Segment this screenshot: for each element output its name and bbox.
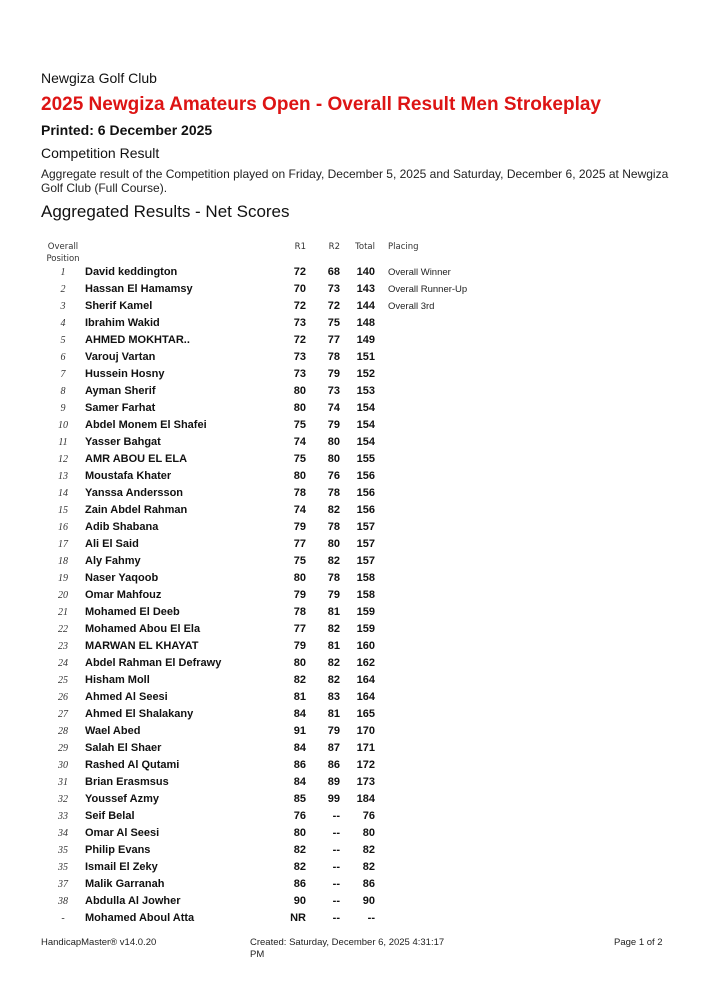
table-row — [0, 401, 707, 418]
player-name-cell: Ibrahim Wakid — [85, 317, 160, 329]
total-score-cell: 171 — [356, 742, 375, 754]
column-header-position: Overall Position — [46, 242, 80, 264]
position-cell: 14 — [58, 488, 68, 499]
player-name-cell: Seif Belal — [85, 810, 135, 822]
table-row — [0, 469, 707, 486]
position-cell: 20 — [58, 590, 68, 601]
total-score-cell: 82 — [362, 844, 375, 856]
position-cell: 37 — [58, 879, 68, 890]
r2-score-cell: -- — [332, 861, 340, 873]
r1-score-cell: 74 — [293, 504, 306, 516]
table-row — [0, 435, 707, 452]
r1-score-cell: 70 — [293, 283, 306, 295]
total-score-cell: 140 — [356, 266, 375, 278]
r1-score-cell: 72 — [293, 266, 306, 278]
r1-score-cell: 75 — [293, 419, 306, 431]
total-score-cell: 157 — [356, 538, 375, 550]
r1-score-cell: 75 — [293, 453, 306, 465]
r2-score-cell: 72 — [327, 300, 340, 312]
r1-score-cell: 78 — [293, 487, 306, 499]
player-name-cell: Aly Fahmy — [85, 555, 141, 567]
table-row — [0, 775, 707, 792]
r1-score-cell: 80 — [293, 827, 306, 839]
total-score-cell: 170 — [356, 725, 375, 737]
table-row — [0, 452, 707, 469]
player-name-cell: Adib Shabana — [85, 521, 159, 533]
player-name-cell: Abdel Monem El Shafei — [85, 419, 207, 431]
total-score-cell: 143 — [356, 283, 375, 295]
table-row — [0, 605, 707, 622]
table-row — [0, 622, 707, 639]
table-row — [0, 758, 707, 775]
r2-score-cell: 74 — [327, 402, 340, 414]
position-cell: 32 — [58, 794, 68, 805]
table-row — [0, 367, 707, 384]
results-table — [0, 265, 707, 928]
r2-score-cell: 78 — [327, 351, 340, 363]
player-name-cell: Philip Evans — [85, 844, 151, 856]
position-cell: 25 — [58, 675, 68, 686]
r1-score-cell: 79 — [293, 589, 306, 601]
r2-score-cell: -- — [332, 844, 340, 856]
player-name-cell: Yasser Bahgat — [85, 436, 161, 448]
position-cell: 31 — [58, 777, 68, 788]
r1-score-cell: 90 — [293, 895, 306, 907]
table-row — [0, 282, 707, 299]
position-cell: 6 — [60, 352, 66, 363]
r1-score-cell: 76 — [293, 810, 306, 822]
placing-cell: Overall 3rd — [388, 301, 435, 312]
player-name-cell: Hisham Moll — [85, 674, 150, 686]
player-name-cell: Yanssa Andersson — [85, 487, 184, 499]
r1-score-cell: 82 — [293, 844, 306, 856]
position-cell: 22 — [58, 624, 68, 635]
total-score-cell: 157 — [356, 521, 375, 533]
position-cell: 10 — [58, 420, 68, 431]
r2-score-cell: 68 — [327, 266, 340, 278]
r1-score-cell: 79 — [293, 521, 306, 533]
r1-score-cell: 74 — [293, 436, 306, 448]
total-score-cell: 154 — [356, 436, 375, 448]
r2-score-cell: 79 — [327, 589, 340, 601]
player-name-cell: Omar Mahfouz — [85, 589, 162, 601]
position-cell: 21 — [58, 607, 68, 618]
player-name-cell: Ayman Sherif — [85, 385, 156, 397]
table-row — [0, 707, 707, 724]
player-name-cell: Samer Farhat — [85, 402, 156, 414]
r2-score-cell: 81 — [327, 606, 340, 618]
player-name-cell: Malik Garranah — [85, 878, 165, 890]
total-score-cell: 160 — [356, 640, 375, 652]
total-score-cell: 80 — [362, 827, 375, 839]
r1-score-cell: 80 — [293, 385, 306, 397]
position-cell: 26 — [58, 692, 68, 703]
position-cell: 35 — [58, 845, 68, 856]
r1-score-cell: 72 — [293, 334, 306, 346]
total-score-cell: 158 — [356, 589, 375, 601]
player-name-cell: MARWAN EL KHAYAT — [85, 640, 199, 652]
r1-score-cell: 75 — [293, 555, 306, 567]
total-score-cell: 164 — [356, 691, 375, 703]
r2-score-cell: 82 — [327, 674, 340, 686]
table-row — [0, 877, 707, 894]
table-row — [0, 384, 707, 401]
r2-score-cell: 73 — [327, 283, 340, 295]
r2-score-cell: 83 — [327, 691, 340, 703]
r2-score-cell: 78 — [327, 521, 340, 533]
player-name-cell: Ismail El Zeky — [85, 861, 158, 873]
r2-score-cell: 78 — [327, 572, 340, 584]
player-name-cell: Mohamed El Deeb — [85, 606, 180, 618]
table-row — [0, 911, 707, 928]
table-row — [0, 860, 707, 877]
position-cell: 28 — [58, 726, 68, 737]
position-cell: 19 — [58, 573, 68, 584]
position-cell: 35 — [58, 862, 68, 873]
total-score-cell: 82 — [362, 861, 375, 873]
position-cell: 34 — [58, 828, 68, 839]
total-score-cell: 152 — [356, 368, 375, 380]
r2-score-cell: 80 — [327, 538, 340, 550]
table-row — [0, 571, 707, 588]
r1-score-cell: NR — [290, 912, 306, 924]
total-score-cell: 148 — [356, 317, 375, 329]
total-score-cell: 172 — [356, 759, 375, 771]
player-name-cell: Zain Abdel Rahman — [85, 504, 188, 516]
column-header-r1: R1 — [294, 242, 306, 252]
r2-score-cell: 99 — [327, 793, 340, 805]
position-cell: 11 — [58, 437, 68, 448]
r1-score-cell: 84 — [293, 742, 306, 754]
r1-score-cell: 84 — [293, 776, 306, 788]
r2-score-cell: 75 — [327, 317, 340, 329]
player-name-cell: Ahmed Al Seesi — [85, 691, 168, 703]
r2-score-cell: -- — [332, 827, 340, 839]
r2-score-cell: 76 — [327, 470, 340, 482]
position-cell: 38 — [58, 896, 68, 907]
table-row — [0, 690, 707, 707]
r1-score-cell: 80 — [293, 470, 306, 482]
r1-score-cell: 80 — [293, 402, 306, 414]
r1-score-cell: 81 — [293, 691, 306, 703]
r2-score-cell: -- — [332, 878, 340, 890]
table-row — [0, 520, 707, 537]
total-score-cell: 156 — [356, 504, 375, 516]
column-header-placing: Placing — [388, 242, 419, 252]
player-name-cell: Wael Abed — [85, 725, 141, 737]
table-row — [0, 350, 707, 367]
total-score-cell: 158 — [356, 572, 375, 584]
table-row — [0, 486, 707, 503]
table-row — [0, 809, 707, 826]
position-cell: 7 — [60, 369, 66, 380]
r2-score-cell: 81 — [327, 708, 340, 720]
r2-score-cell: 73 — [327, 385, 340, 397]
r1-score-cell: 77 — [293, 538, 306, 550]
player-name-cell: Mohamed Aboul Atta — [85, 912, 195, 924]
total-score-cell: 173 — [356, 776, 375, 788]
r1-score-cell: 86 — [293, 759, 306, 771]
printed-date: Printed: 6 December 2025 — [41, 122, 213, 138]
player-name-cell: Mohamed Abou El Ela — [85, 623, 201, 635]
table-row — [0, 639, 707, 656]
r2-score-cell: -- — [332, 810, 340, 822]
total-score-cell: 164 — [356, 674, 375, 686]
total-score-cell: 159 — [356, 606, 375, 618]
r1-score-cell: 86 — [293, 878, 306, 890]
club-name: Newgiza Golf Club — [41, 70, 157, 86]
position-cell: 3 — [60, 301, 66, 312]
r2-score-cell: 79 — [327, 419, 340, 431]
r2-score-cell: 79 — [327, 725, 340, 737]
competition-description: Aggregate result of the Competition played on Friday, December 5, 2025 and Saturday, December 6, 2025 at Newgiza Golf Club (Full Course). — [41, 167, 669, 195]
footer-page-number: Page 1 of 2 — [614, 937, 663, 948]
position-cell: 30 — [58, 760, 68, 771]
r2-score-cell: 80 — [327, 453, 340, 465]
total-score-cell: 165 — [356, 708, 375, 720]
total-score-cell: 90 — [362, 895, 375, 907]
player-name-cell: Abdel Rahman El Defrawy — [85, 657, 222, 669]
position-cell: 16 — [58, 522, 68, 533]
table-row — [0, 741, 707, 758]
position-cell: 5 — [60, 335, 66, 346]
player-name-cell: Sherif Kamel — [85, 300, 153, 312]
table-row — [0, 418, 707, 435]
r1-score-cell: 79 — [293, 640, 306, 652]
r1-score-cell: 80 — [293, 572, 306, 584]
table-row — [0, 503, 707, 520]
total-score-cell: 184 — [356, 793, 375, 805]
r2-score-cell: 87 — [327, 742, 340, 754]
player-name-cell: Moustafa Khater — [85, 470, 172, 482]
r2-score-cell: 77 — [327, 334, 340, 346]
r2-score-cell: 82 — [327, 657, 340, 669]
table-row — [0, 656, 707, 673]
r1-score-cell: 73 — [293, 368, 306, 380]
total-score-cell: 154 — [356, 419, 375, 431]
position-cell: 1 — [60, 267, 66, 278]
r2-score-cell: 80 — [327, 436, 340, 448]
placing-cell: Overall Winner — [388, 267, 451, 278]
r2-score-cell: -- — [332, 895, 340, 907]
competition-subtitle: Competition Result — [41, 145, 160, 161]
table-row — [0, 299, 707, 316]
total-score-cell: 151 — [356, 351, 375, 363]
total-score-cell: 156 — [356, 487, 375, 499]
position-cell: 8 — [60, 386, 66, 397]
total-score-cell: 162 — [356, 657, 375, 669]
page-title: 2025 Newgiza Amateurs Open - Overall Result Men Strokeplay — [41, 94, 601, 115]
total-score-cell: 76 — [362, 810, 375, 822]
r1-score-cell: 82 — [293, 674, 306, 686]
total-score-cell: 153 — [356, 385, 375, 397]
r2-score-cell: 79 — [327, 368, 340, 380]
r1-score-cell: 84 — [293, 708, 306, 720]
player-name-cell: Youssef Azmy — [85, 793, 159, 805]
player-name-cell: Rashed Al Qutami — [85, 759, 180, 771]
player-name-cell: Naser Yaqoob — [85, 572, 159, 584]
position-cell: 24 — [58, 658, 68, 669]
player-name-cell: Ahmed El Shalakany — [85, 708, 194, 720]
total-score-cell: 86 — [362, 878, 375, 890]
table-row — [0, 537, 707, 554]
footer-software: HandicapMaster® v14.0.20 — [41, 937, 157, 948]
player-name-cell: Brian Erasmsus — [85, 776, 169, 788]
table-row — [0, 843, 707, 860]
r2-score-cell: 89 — [327, 776, 340, 788]
total-score-cell: 156 — [356, 470, 375, 482]
r1-score-cell: 72 — [293, 300, 306, 312]
table-row — [0, 724, 707, 741]
player-name-cell: Omar Al Seesi — [85, 827, 160, 839]
total-score-cell: 144 — [356, 300, 375, 312]
column-header-r2: R2 — [328, 242, 340, 252]
player-name-cell: David keddington — [85, 266, 178, 278]
table-row — [0, 826, 707, 843]
r2-score-cell: 82 — [327, 504, 340, 516]
table-row — [0, 588, 707, 605]
player-name-cell: AHMED MOKHTAR.. — [85, 334, 190, 346]
table-row — [0, 673, 707, 690]
player-name-cell: Abdulla Al Jowher — [85, 895, 181, 907]
r1-score-cell: 85 — [293, 793, 306, 805]
position-cell: 17 — [58, 539, 68, 550]
r2-score-cell: 82 — [327, 555, 340, 567]
position-cell: - — [61, 913, 65, 924]
r1-score-cell: 82 — [293, 861, 306, 873]
total-score-cell: 154 — [356, 402, 375, 414]
r1-score-cell: 91 — [293, 725, 306, 737]
position-cell: 2 — [60, 284, 66, 295]
r1-score-cell: 78 — [293, 606, 306, 618]
r2-score-cell: 86 — [327, 759, 340, 771]
table-row — [0, 894, 707, 911]
player-name-cell: Salah El Shaer — [85, 742, 162, 754]
position-cell: 4 — [60, 318, 66, 329]
table-row — [0, 316, 707, 333]
position-cell: 12 — [58, 454, 68, 465]
section-title: Aggregated Results - Net Scores — [41, 202, 290, 221]
position-cell: 29 — [58, 743, 68, 754]
footer-created: Created: Saturday, December 6, 2025 4:31:17 PM — [250, 937, 445, 960]
r2-score-cell: 81 — [327, 640, 340, 652]
table-row — [0, 554, 707, 571]
position-cell: 15 — [58, 505, 68, 516]
table-row — [0, 792, 707, 809]
position-cell: 27 — [58, 709, 68, 720]
position-cell: 9 — [60, 403, 66, 414]
r2-score-cell: 82 — [327, 623, 340, 635]
player-name-cell: Hussein Hosny — [85, 368, 165, 380]
position-cell: 13 — [58, 471, 68, 482]
player-name-cell: Hassan El Hamamsy — [85, 283, 193, 295]
player-name-cell: Varouj Vartan — [85, 351, 156, 363]
total-score-cell: 157 — [356, 555, 375, 567]
r2-score-cell: -- — [332, 912, 340, 924]
column-header-total: Total — [355, 242, 375, 252]
total-score-cell: -- — [367, 912, 375, 924]
position-cell: 23 — [58, 641, 68, 652]
r1-score-cell: 73 — [293, 351, 306, 363]
position-cell: 18 — [58, 556, 68, 567]
table-row — [0, 333, 707, 350]
r2-score-cell: 78 — [327, 487, 340, 499]
r1-score-cell: 80 — [293, 657, 306, 669]
total-score-cell: 159 — [356, 623, 375, 635]
r1-score-cell: 77 — [293, 623, 306, 635]
total-score-cell: 155 — [356, 453, 375, 465]
r1-score-cell: 73 — [293, 317, 306, 329]
position-cell: 33 — [58, 811, 68, 822]
player-name-cell: AMR ABOU EL ELA — [85, 453, 188, 465]
player-name-cell: Ali El Said — [85, 538, 139, 550]
placing-cell: Overall Runner-Up — [388, 284, 468, 295]
total-score-cell: 149 — [356, 334, 375, 346]
table-row — [0, 265, 707, 282]
